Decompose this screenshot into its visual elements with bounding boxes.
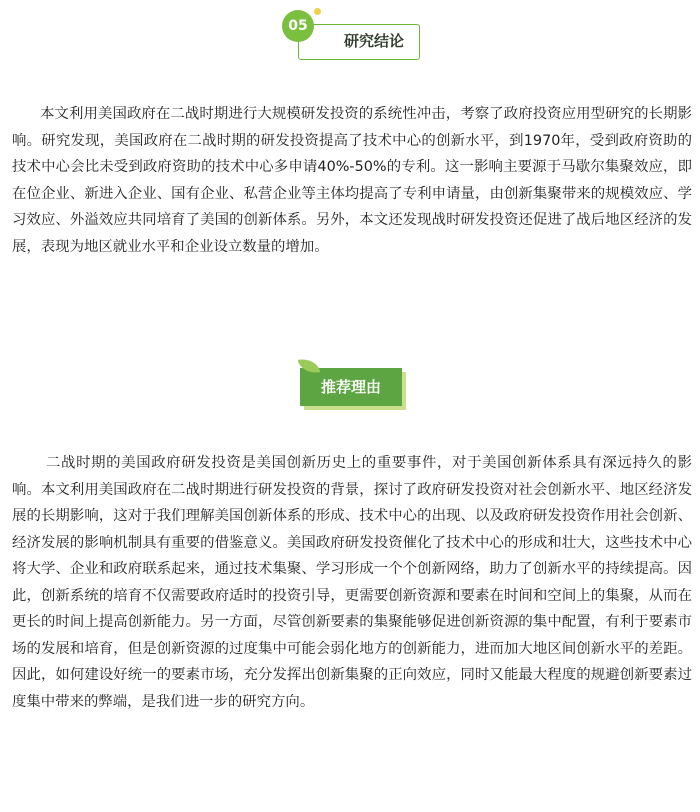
recommendation-paragraph: 二战时期的美国政府研发投资是美国创新历史上的重要事件，对于美国创新体系具有深远持久的影响。本文利用美国政府在二战时期进行研发投资的背景，探讨了政府研发投资对社会创新水平、地区经济发展的长期影响，这对于我们理解美国创新体系的形成、技术中心的出现、以及政府研发投资作用社会创新、经济发展的影响机制具有重要的借鉴意义。美国政府研发投资催化了技术中心的形成和壮大，这些技术中心将大学、企业和政府联系起来，通过技术集聚、学习形成一个个创新网络，助力了创新水平的持续提高。因此，创新系统的培育不仅需要政府适时的投资引导，更需要创新资源和要素在时间和空间上的集聚，从而在更长的时间上提高创新能力。另一方面，尽管创新要素的集聚能够促进创新资源的集中配置，有利于要素市场的发展和培育，但是创新资源的过度集中可能会弱化地方的创新能力，进而加大地区间创新水平的差距。因此，如何建设好统一的要素市场，充分发挥出创新集聚的正向效应，同时又能最大程度的规避创新要素过度集中带来的弊端，是我们进一步的研究方向。 [12,455,692,710]
conclusion-paragraph: 本文利用美国政府在二战时期进行大规模研发投资的系统性冲击，考察了政府投资应用型研究的长期影响。研究发现，美国政府在二战时期的研发投资提高了技术中心的创新水平，到1970年，受到政府资助的技术中心会比未受到政府资助的技术中心多申请40%-50%的专利。这一影响主要源于马歇尔集聚效应，即在位企业、新进入企业、国有企业、私营企业等主体均提高了专利申请量，由创新集聚带来的规模效应、学习效应、外溢效应共同培育了美国的创新体系。另外，本文还发现战时研发投资还促进了战后地区经济的发展，表现为地区就业水平和企业设立数量的增加。 [12,106,692,255]
section-title: 推荐理由 [320,378,381,396]
section-header-recommendation [298,358,408,413]
yellow-dot-decoration [314,8,321,15]
section-number-badge: 05 [282,10,314,42]
section-title: 研究结论 [343,32,404,50]
section-title-box [300,368,402,406]
section-title-box [298,24,420,60]
section-header-conclusion [280,8,425,64]
